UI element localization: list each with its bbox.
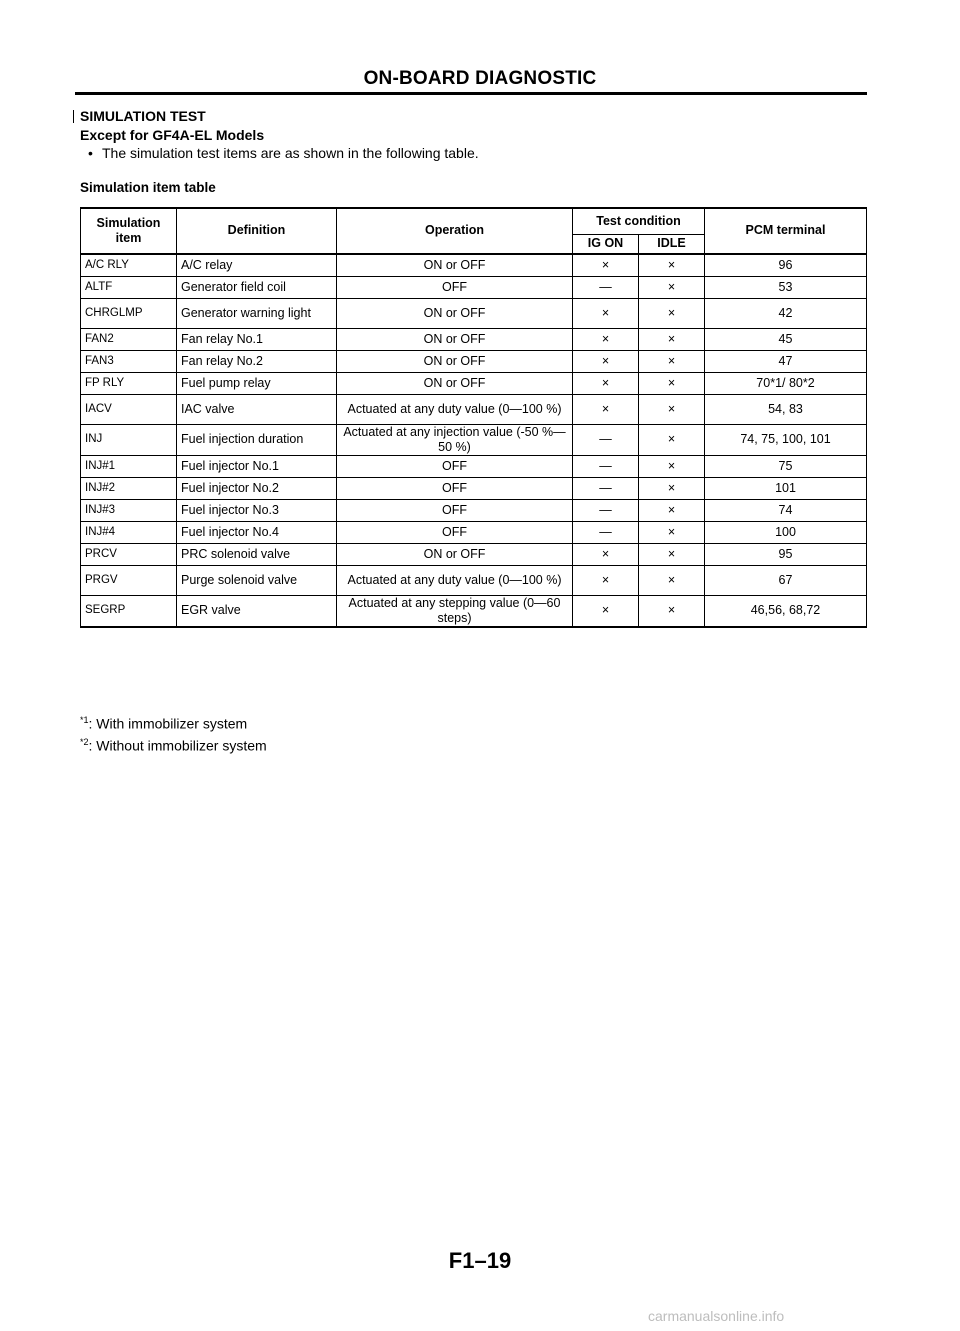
footnote-text: : Without immobilizer system [88, 737, 267, 754]
cell-ig-on: — [573, 455, 639, 477]
cell-operation: Actuated at any duty value (0—100 %) [337, 394, 573, 424]
cell-item: PRCV [81, 543, 177, 565]
footnote-2 [80, 733, 267, 755]
cell-idle: × [639, 565, 705, 595]
cell-idle: × [639, 298, 705, 328]
header-operation: Operation [337, 208, 573, 254]
cell-operation: ON or OFF [337, 254, 573, 277]
cell-definition: Fuel injection duration [177, 424, 337, 455]
table-row [81, 254, 867, 277]
cell-definition: Fuel pump relay [177, 372, 337, 394]
cell-operation: ON or OFF [337, 543, 573, 565]
cell-item: CHRGLMP [81, 298, 177, 328]
cell-pcm: 74, 75, 100, 101 [705, 424, 867, 455]
cell-pcm: 67 [705, 565, 867, 595]
footnote-mark: *2 [80, 736, 89, 747]
cell-item: IACV [81, 394, 177, 424]
header-definition: Definition [177, 208, 337, 254]
cell-definition: IAC valve [177, 394, 337, 424]
cell-idle: × [639, 424, 705, 455]
cell-definition: Fuel injector No.3 [177, 499, 337, 521]
cell-idle: × [639, 595, 705, 627]
cell-pcm: 53 [705, 276, 867, 298]
cell-operation: Actuated at any injection value (-50 %—50 %) [337, 424, 573, 455]
cell-pcm: 96 [705, 254, 867, 277]
table-header-row [81, 208, 867, 234]
footnotes [80, 711, 267, 754]
table-row [81, 595, 867, 627]
header-idle: IDLE [639, 234, 705, 254]
cell-item: INJ#1 [81, 455, 177, 477]
cell-operation: OFF [337, 499, 573, 521]
cell-ig-on: × [573, 328, 639, 350]
footnote-mark: *1 [80, 715, 89, 725]
cell-operation: OFF [337, 276, 573, 298]
cell-item: FP RLY [81, 372, 177, 394]
cell-item: INJ#2 [81, 477, 177, 499]
table-row [81, 499, 867, 521]
cell-definition: Fan relay No.1 [177, 328, 337, 350]
page-header-title: ON-BOARD DIAGNOSTIC [363, 68, 597, 89]
cell-ig-on: × [573, 595, 639, 627]
footnote-text: : With immobilizer system [88, 715, 248, 732]
table-row [81, 543, 867, 565]
cell-idle: × [639, 372, 705, 394]
cell-idle: × [639, 499, 705, 521]
cell-definition: Generator warning light [177, 298, 337, 328]
bullet-text: The simulation test items are as shown in the following table. [102, 145, 479, 161]
table-row [81, 477, 867, 499]
cell-pcm: 47 [705, 350, 867, 372]
cell-idle: × [639, 394, 705, 424]
table-row [81, 276, 867, 298]
cell-operation: ON or OFF [337, 298, 573, 328]
cell-definition: Fuel injector No.2 [177, 477, 337, 499]
cell-ig-on: — [573, 477, 639, 499]
page-number: F1–19 [448, 1248, 512, 1273]
cell-ig-on: × [573, 254, 639, 277]
cell-definition: Fuel injector No.4 [177, 521, 337, 543]
change-bar [73, 110, 74, 123]
cell-ig-on: — [573, 521, 639, 543]
cell-pcm: 74 [705, 499, 867, 521]
cell-definition: A/C relay [177, 254, 337, 277]
cell-item: ALTF [81, 276, 177, 298]
cell-idle: × [639, 455, 705, 477]
cell-idle: × [639, 254, 705, 277]
cell-definition: PRC solenoid valve [177, 543, 337, 565]
cell-ig-on: × [573, 350, 639, 372]
cell-definition: Generator field coil [177, 276, 337, 298]
cell-operation: ON or OFF [337, 328, 573, 350]
table-row [81, 455, 867, 477]
cell-ig-on: × [573, 565, 639, 595]
cell-pcm: 100 [705, 521, 867, 543]
table-row [81, 424, 867, 455]
cell-pcm: 42 [705, 298, 867, 328]
simulation-item-table [80, 207, 867, 628]
cell-operation: Actuated at any stepping value (0—60 steps) [337, 595, 573, 627]
cell-pcm: 75 [705, 455, 867, 477]
table-row [81, 565, 867, 595]
cell-item: INJ [81, 424, 177, 455]
cell-ig-on: × [573, 372, 639, 394]
cell-pcm: 95 [705, 543, 867, 565]
watermark: carmanualsonline.info [648, 1308, 785, 1324]
cell-idle: × [639, 350, 705, 372]
section-subtitle: Except for GF4A-EL Models [80, 127, 265, 143]
cell-item: PRGV [81, 565, 177, 595]
cell-operation: OFF [337, 521, 573, 543]
cell-item: A/C RLY [81, 254, 177, 277]
cell-pcm: 101 [705, 477, 867, 499]
table-title: Simulation item table [80, 180, 216, 195]
table-row [81, 328, 867, 350]
table-row [81, 350, 867, 372]
cell-item: SEGRP [81, 595, 177, 627]
table-row [81, 394, 867, 424]
bullet-item [88, 145, 479, 161]
cell-pcm: 54, 83 [705, 394, 867, 424]
cell-operation: ON or OFF [337, 372, 573, 394]
cell-operation: Actuated at any duty value (0—100 %) [337, 565, 573, 595]
cell-idle: × [639, 543, 705, 565]
section-title: SIMULATION TEST [80, 108, 206, 124]
cell-idle: × [639, 328, 705, 350]
cell-pcm: 70*1/ 80*2 [705, 372, 867, 394]
cell-definition: EGR valve [177, 595, 337, 627]
cell-pcm: 45 [705, 328, 867, 350]
cell-item: FAN3 [81, 350, 177, 372]
footnote-1 [80, 711, 267, 733]
table-row [81, 372, 867, 394]
cell-item: INJ#3 [81, 499, 177, 521]
cell-operation: OFF [337, 455, 573, 477]
cell-ig-on: — [573, 499, 639, 521]
cell-operation: OFF [337, 477, 573, 499]
cell-idle: × [639, 477, 705, 499]
cell-idle: × [639, 276, 705, 298]
table-row [81, 521, 867, 543]
cell-item: INJ#4 [81, 521, 177, 543]
cell-pcm: 46,56, 68,72 [705, 595, 867, 627]
cell-definition: Fan relay No.2 [177, 350, 337, 372]
header-test-condition: Test condition [573, 208, 705, 234]
header-ig-on: IG ON [573, 234, 639, 254]
table-row [81, 298, 867, 328]
header-rule [75, 92, 867, 95]
header-simulation-item: Simulation item [81, 208, 177, 254]
cell-operation: ON or OFF [337, 350, 573, 372]
cell-ig-on: × [573, 394, 639, 424]
cell-definition: Fuel injector No.1 [177, 455, 337, 477]
cell-item: FAN2 [81, 328, 177, 350]
cell-ig-on: — [573, 424, 639, 455]
cell-ig-on: × [573, 298, 639, 328]
cell-ig-on: × [573, 543, 639, 565]
bullet-icon: • [88, 145, 93, 161]
cell-ig-on: — [573, 276, 639, 298]
cell-idle: × [639, 521, 705, 543]
header-pcm-terminal: PCM terminal [705, 208, 867, 254]
cell-definition: Purge solenoid valve [177, 565, 337, 595]
